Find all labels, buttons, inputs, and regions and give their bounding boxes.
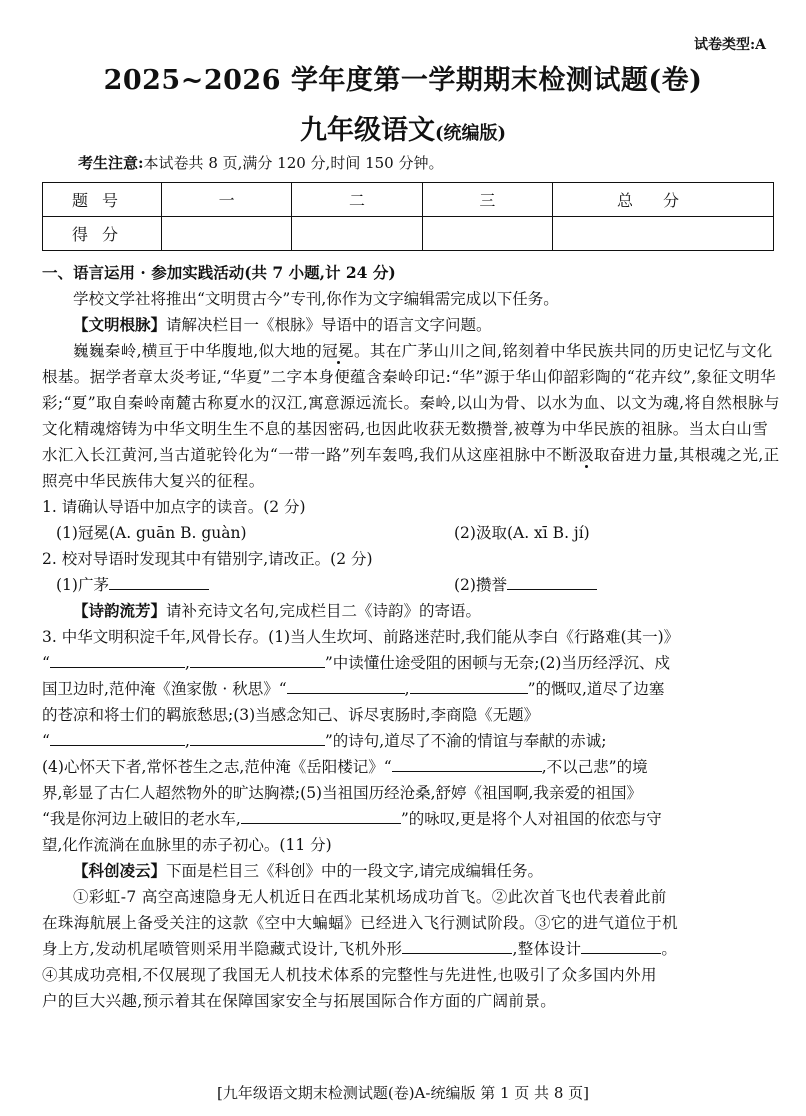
drone-blank-2[interactable]	[581, 953, 661, 954]
comma: ,	[184, 654, 190, 672]
block-1-instruction	[42, 312, 780, 338]
drone-blank-1[interactable]	[402, 953, 512, 954]
q3-blank-1[interactable]	[50, 667, 185, 668]
block-2-title: 【诗韵流芳】	[73, 601, 167, 620]
comma: ,	[184, 732, 190, 750]
question-1-options	[42, 520, 780, 546]
score-row-label: 得分	[43, 217, 162, 251]
q3-text-3c: ”的慨叹,道尽了边塞	[527, 680, 665, 698]
page-footer: [九年级语文期末检测试题(卷)A-统编版 第 1 页 共 8 页]	[216, 1084, 589, 1102]
passage-drone	[42, 884, 780, 1014]
score-cell-part-3[interactable]	[422, 217, 552, 251]
block-3-title: 【科创凌云】	[73, 861, 167, 880]
question-3	[42, 624, 780, 858]
passage-part-3: 取奋进力量,其根魂之光,正照亮中华民族伟大复兴的征程。	[42, 446, 780, 490]
block-1-title: 【文明根脉】	[73, 315, 167, 334]
drone-line-4: ④其成功亮相,不仅展现了我国无人机技术体系的完整性与先进性,也吸引了众多国内外用	[42, 966, 657, 984]
passage-root-veins	[42, 338, 780, 494]
question-3-line-1: 3. 中华文明积淀千年,风骨长存。(1)当人生坎坷、前路迷茫时,我们能从李白《行路难(其一)》	[42, 628, 680, 646]
question-3-line-8	[42, 806, 780, 832]
q3-text-3a: 国卫边时,范仲淹《渔家傲 · 秋思》“	[42, 680, 287, 698]
question-2-blank-a[interactable]	[109, 589, 209, 590]
question-3-line-3	[42, 676, 780, 702]
quote-open: “	[42, 654, 50, 672]
question-1-option-b: (2)汲取(A. xī B. jí)	[454, 524, 590, 542]
score-table-score-row	[43, 217, 774, 251]
question-3-line-6	[42, 754, 780, 780]
section-1	[42, 260, 780, 1014]
notice-label: 考生注意:	[78, 154, 144, 172]
question-1-stem: 1. 请确认导语中加点字的读音。(2 分)	[42, 498, 306, 516]
block-2-text: 请补充诗文名句,完成栏目二《诗韵》的寄语。	[166, 602, 481, 620]
score-table-header-row	[43, 183, 774, 217]
score-header-question-no: 题号	[43, 183, 162, 217]
block-3-instruction	[42, 858, 780, 884]
question-2-item-b: (2)攒誉	[454, 576, 507, 594]
comma: ,	[404, 680, 410, 698]
notice-text: 本试卷共 8 页,满分 120 分,时间 150 分钟。	[143, 154, 444, 172]
q3-blank-8[interactable]	[241, 823, 401, 824]
passage-part-2: 。其在广茅山川之间,铭刻着中华民族共同的历史记忆与文化根基。据学者章太炎考证,“华夏”二字本身便蕴含秦岭印记:“华”源于华山仰韶彩陶的“花卉纹”,象征文明华彩;“夏”取自秦岭南麓古称夏水的汉江,寓意源远流长。秦岭,以山为骨、以水为血、以文为魂,将自然根脉与文化精魂熔铸为中华文明生生不息的基因密码,也因此收获无数攒誉,被尊为中华民族的祖脉。当太白山雪水汇入长江黄河,当古道驼铃化为“一带一路”列车轰鸣,我们从这座祖脉中不断	[42, 342, 780, 464]
section-1-heading: 一、语言运用 · 参加实践活动(共 7 小题,计 24 分)	[42, 263, 396, 282]
q3-blank-7[interactable]	[392, 771, 542, 772]
q3-blank-5[interactable]	[50, 745, 185, 746]
passage-part-1: 巍巍秦岭,横亘于中华腹地,似大地的	[73, 342, 323, 360]
score-table	[42, 182, 774, 251]
q3-blank-2[interactable]	[190, 667, 325, 668]
question-3-line-4: 的苍凉和将士们的羁旅愁思;(3)当感念知己、诉尽衷肠时,李商隐《无题》	[42, 706, 540, 724]
dotted-word-guanmian: 冠冕	[322, 342, 354, 360]
q3-text-5c: ”的诗句,道尽了不渝的情谊与奉献的赤诚;	[324, 732, 607, 750]
quote-open: “	[42, 732, 50, 750]
question-2-item-a: (1)广茅	[56, 576, 109, 594]
q3-text-2: ”中读懂仕途受阻的困顿与无奈;(2)当历经浮沉、戍	[324, 654, 670, 672]
score-cell-part-1[interactable]	[162, 217, 292, 251]
q3-text-6a: (4)心怀天下者,常怀苍生之志,范仲淹《岳阳楼记》“	[42, 758, 392, 776]
question-3-line-5	[42, 728, 780, 754]
question-2-blank-b[interactable]	[507, 589, 597, 590]
score-header-part-2: 二	[292, 183, 422, 217]
paper-type-tag: 试卷类型:A	[693, 37, 766, 53]
exam-subtitle	[0, 108, 806, 147]
q3-text-8b: ”的咏叹,更是将个人对祖国的依恋与守	[400, 810, 662, 828]
question-3-line-9: 望,化作流淌在血脉里的赤子初心。(11 分)	[42, 836, 332, 854]
q3-text-8a: “我是你河边上破旧的老水车,	[42, 810, 241, 828]
drone-line-2: 在珠海航展上备受关注的这款《空中大蝙蝠》已经进入飞行测试阶段。③它的进气道位于机	[42, 914, 679, 932]
drone-line-3	[42, 936, 780, 962]
score-cell-total[interactable]	[553, 217, 774, 251]
drone-line-1: ①彩虹-7 高空高速隐身无人机近日在西北某机场成功首飞。②此次首飞也代表着此前	[73, 888, 667, 906]
exam-title: 2025~2026 学年度第一学期期末检测试题(卷)	[103, 65, 703, 96]
edition-label: (统编版)	[434, 123, 507, 144]
candidate-notice	[78, 152, 444, 173]
question-3-line-7: 界,彰显了古仁人超然物外的旷达胸襟;(5)当祖国历经沧桑,舒婷《祖国啊,我亲爱的祖国》	[42, 784, 642, 802]
score-header-total: 总分	[553, 183, 774, 217]
drone-text-3a: 身上方,发动机尾喷管则采用半隐藏式设计,飞机外形	[42, 940, 403, 958]
block-2-instruction	[42, 598, 780, 624]
q3-blank-3[interactable]	[287, 693, 405, 694]
q3-blank-4[interactable]	[410, 693, 528, 694]
block-1-text: 请解决栏目一《根脉》导语中的语言文字问题。	[166, 316, 492, 334]
drone-text-3c: 。	[661, 940, 678, 958]
dotted-word-ji: 汲	[578, 446, 595, 464]
section-1-intro: 学校文学社将推出“文明贯古今”专刊,你作为文字编辑需完成以下任务。	[73, 290, 559, 308]
score-header-part-1: 一	[162, 183, 292, 217]
subject-title: 九年级语文	[299, 115, 435, 146]
q3-text-6b: ,不以己悲”的境	[541, 758, 648, 776]
drone-text-3b: ,整体设计	[512, 940, 582, 958]
question-1-option-a: (1)冠冕(A. guān B. guàn)	[56, 524, 247, 542]
score-header-part-3: 三	[422, 183, 552, 217]
question-2-items	[42, 572, 780, 598]
question-3-line-2	[42, 650, 780, 676]
question-2-stem: 2. 校对导语时发现其中有错别字,请改正。(2 分)	[42, 550, 373, 568]
drone-line-5: 户的巨大兴趣,预示着其在保障国家安全与拓展国际合作方面的广阔前景。	[42, 992, 557, 1010]
block-3-text: 下面是栏目三《科创》中的一段文字,请完成编辑任务。	[166, 862, 543, 880]
q3-blank-6[interactable]	[190, 745, 325, 746]
score-cell-part-2[interactable]	[292, 217, 422, 251]
